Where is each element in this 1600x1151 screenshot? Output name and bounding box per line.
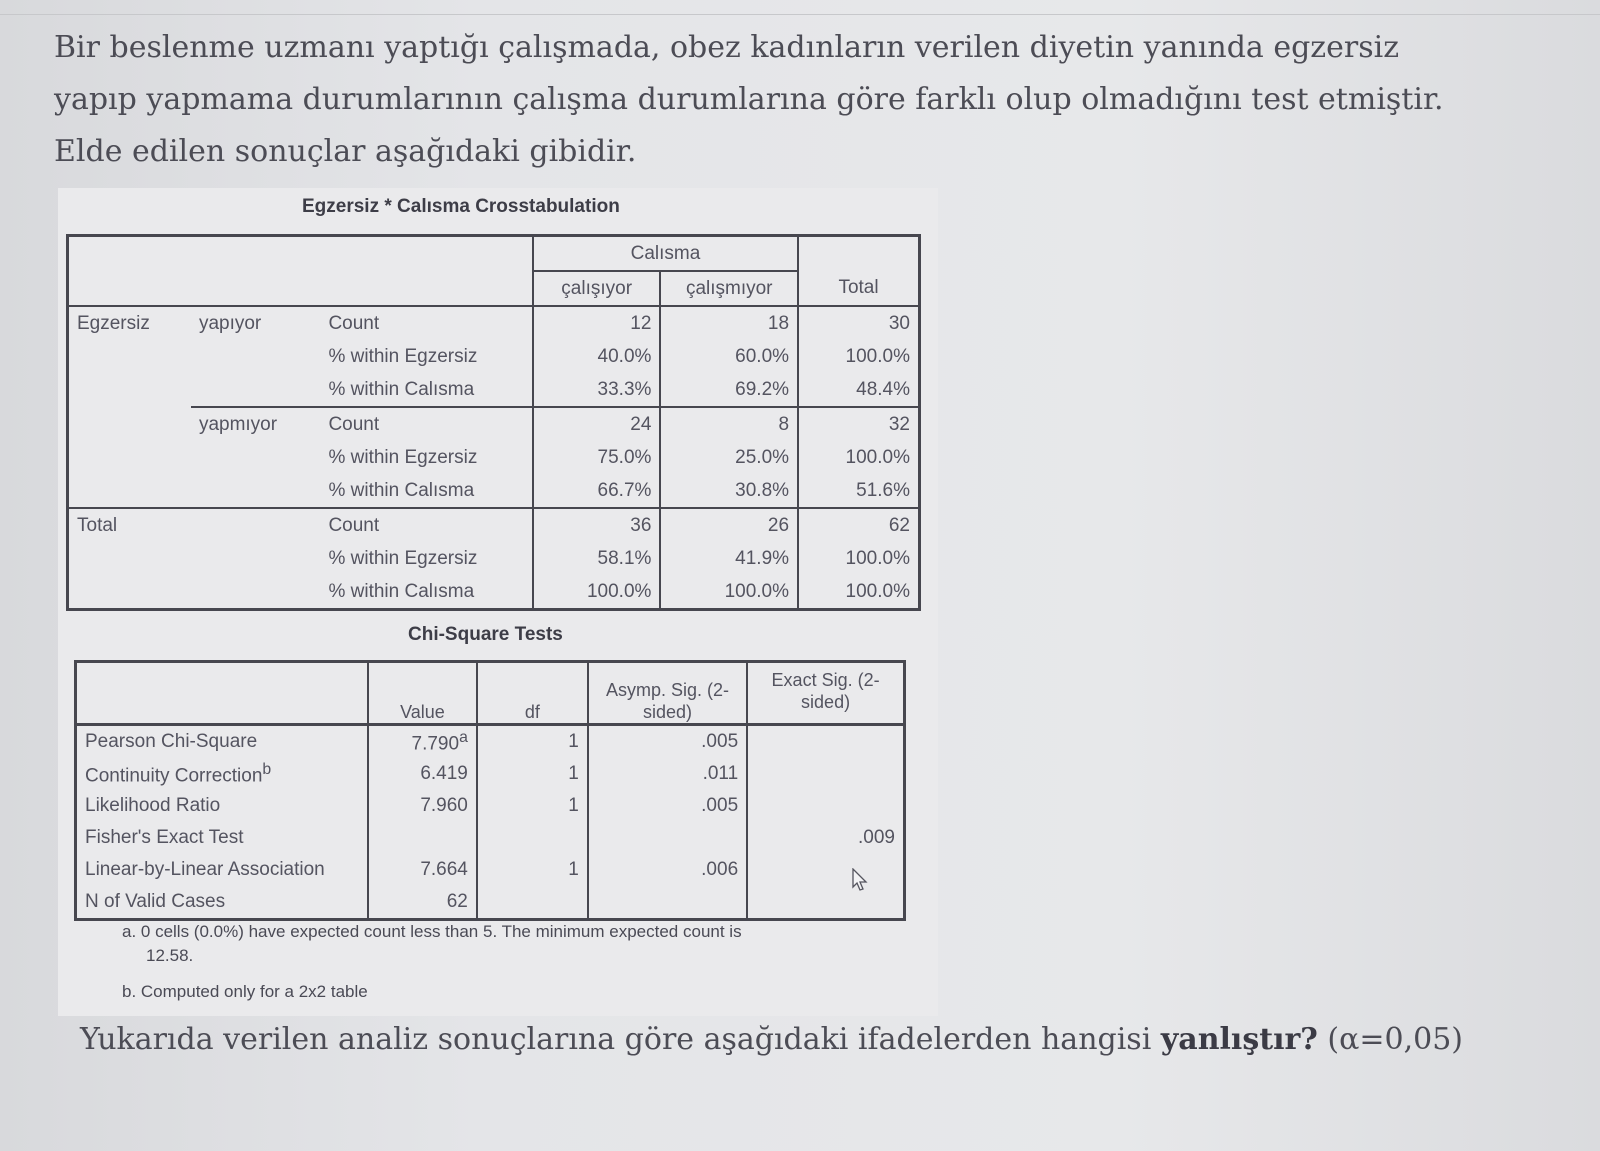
header-asymp-sig: Asymp. Sig. (2-sided) [588, 662, 747, 725]
total-row-label: Total [68, 508, 191, 542]
cell: 18 [660, 306, 798, 340]
cell: 100.0% [798, 441, 919, 474]
continuity-df: 1 [477, 758, 588, 790]
fisher-value [368, 822, 477, 854]
footnote-b: b. Computed only for a 2x2 table [122, 982, 368, 1001]
cell: 51.6% [798, 474, 919, 508]
mouse-cursor-icon [852, 868, 870, 892]
cell: 12 [533, 306, 660, 340]
cell: 32 [798, 407, 919, 441]
cell: 33.3% [533, 373, 660, 407]
cell: 100.0% [660, 575, 798, 610]
stat-label: Count [328, 312, 380, 334]
row-label-linear: Linear-by-Linear Association [76, 854, 368, 886]
chisq-title: Chi-Square Tests [408, 624, 563, 645]
linear-df: 1 [477, 854, 588, 886]
cell: 69.2% [660, 373, 798, 407]
crosstab-corner [68, 236, 533, 307]
chisq-corner [76, 662, 368, 725]
stat-label: % within Calısma [328, 479, 475, 501]
fisher-exact: .009 [747, 822, 904, 854]
likelihood-df: 1 [477, 790, 588, 822]
linear-value: 7.664 [368, 854, 477, 886]
group-label-yapmiyor: yapmıyor [191, 407, 321, 441]
cell: 100.0% [798, 340, 919, 373]
footer-question: Yukarıda verilen analiz sonuçlarına göre aşağıdaki ifadelerden hangisi yanlıştır? (α=0,05) [80, 1022, 1463, 1057]
continuity-value: 6.419 [368, 758, 477, 790]
header-df: df [477, 662, 588, 725]
crosstab-table [66, 234, 921, 611]
chisq-table [74, 660, 906, 921]
footnote-a-line-2: 12.58. [146, 946, 194, 965]
cell: 30 [798, 306, 919, 340]
cell: 62 [798, 508, 919, 542]
group-label-yapiyor: yapıyor [198, 312, 262, 334]
row-var-label: Egzersiz [68, 306, 191, 340]
col-header-calismiyor: çalışmıyor [660, 271, 798, 306]
continuity-asymp: .011 [588, 758, 747, 790]
stat-label: Count [320, 508, 532, 542]
question-text [54, 22, 1534, 178]
linear-asymp: .006 [588, 854, 747, 886]
stat-label: % within Egzersiz [328, 446, 478, 468]
stat-label: % within Egzersiz [328, 547, 478, 569]
cell: 48.4% [798, 373, 919, 407]
linear-exact [747, 854, 904, 886]
stat-label: Count [320, 407, 532, 441]
cell: 8 [660, 407, 798, 441]
n-valid-df [477, 886, 588, 920]
pearson-value: 7.790$^a$ [368, 725, 477, 759]
cell: 60.0% [660, 340, 798, 373]
cell: 100.0% [798, 575, 919, 610]
row-label-continuity: Continuity Correction$^b$ [76, 758, 368, 790]
header-exact-sig: Exact Sig. (2-sided) [747, 662, 904, 725]
question-line-3: Elde edilen sonuçlar aşağıdaki gibidir. [54, 134, 637, 169]
n-valid-asymp [588, 886, 747, 920]
spss-output-image [58, 188, 938, 1016]
n-valid-value: 62 [368, 886, 477, 920]
col-header-calisiyor: çalışıyor [533, 271, 660, 306]
top-divider [0, 14, 1600, 15]
cell: 66.7% [533, 474, 660, 508]
col-group-header: Calısma [533, 236, 798, 272]
question-line-1: Bir beslenme uzmanı yaptığı çalışmada, obez kadınların verilen diyetin yanında egzersiz [54, 30, 1400, 65]
row-label-n-valid: N of Valid Cases [76, 886, 368, 920]
cell: 24 [533, 407, 660, 441]
stat-label: % within Egzersiz [328, 345, 478, 367]
col-header-total: Total [798, 271, 919, 306]
row-label-pearson: Pearson Chi-Square [76, 725, 368, 759]
fisher-asymp [588, 822, 747, 854]
likelihood-asymp: .005 [588, 790, 747, 822]
fisher-df [477, 822, 588, 854]
footnote-a-line-1: a. 0 cells (0.0%) have expected count less than 5. The minimum expected count is [122, 922, 742, 941]
cell: 30.8% [660, 474, 798, 508]
crosstab-title: Egzersiz * Calısma Crosstabulation [302, 196, 620, 217]
pearson-asymp: .005 [588, 725, 747, 759]
cell: 100.0% [798, 542, 919, 575]
stat-label: % within Calısma [328, 378, 475, 400]
total-col-spacer [798, 236, 919, 272]
continuity-exact [747, 758, 904, 790]
cell: 25.0% [660, 441, 798, 474]
cell: 100.0% [533, 575, 660, 610]
pearson-df: 1 [477, 725, 588, 759]
cell: 26 [660, 508, 798, 542]
n-valid-exact [747, 886, 904, 920]
stat-label: % within Calısma [328, 580, 475, 602]
cell: 58.1% [533, 542, 660, 575]
header-value: Value [368, 662, 477, 725]
cell: 41.9% [660, 542, 798, 575]
pearson-exact [747, 725, 904, 759]
question-line-2: yapıp yapmama durumlarının çalışma durumlarına göre farklı olup olmadığını test etmiştir. [54, 82, 1444, 117]
row-label-likelihood: Likelihood Ratio [76, 790, 368, 822]
cell: 75.0% [533, 441, 660, 474]
likelihood-value: 7.960 [368, 790, 477, 822]
likelihood-exact [747, 790, 904, 822]
row-label-fisher: Fisher's Exact Test [76, 822, 368, 854]
cell: 36 [533, 508, 660, 542]
cell: 40.0% [533, 340, 660, 373]
